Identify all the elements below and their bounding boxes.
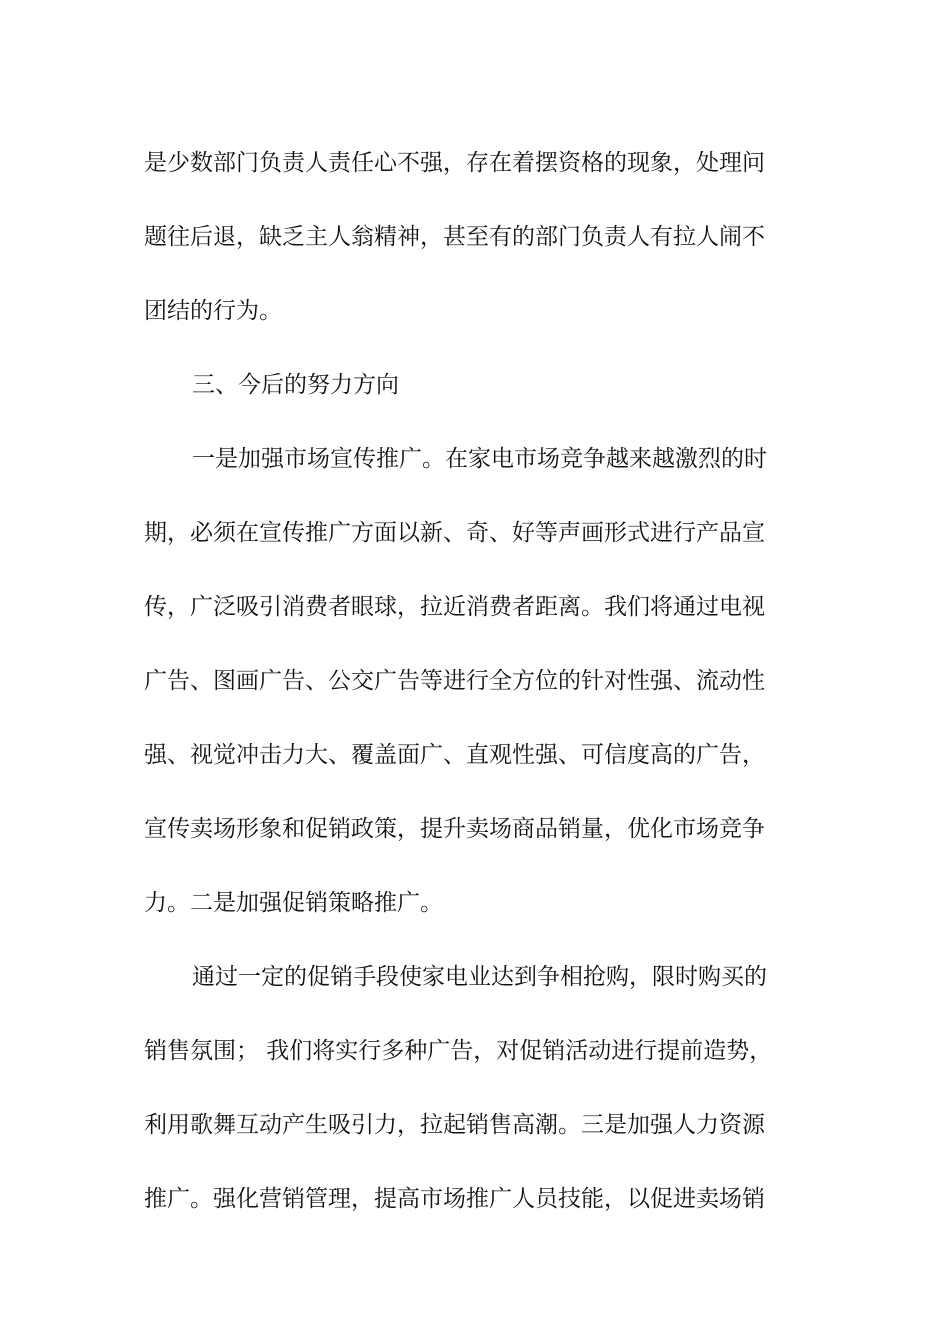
text-line: 团结的行为。 (144, 298, 282, 324)
text-line: 题往后退，缺乏主人翁精神，甚至有的部门负责人有拉人闹不 (144, 224, 765, 250)
paragraph-start-line: 一是加强市场宣传推广。在家电市场竞争越来越激烈的时 (192, 446, 767, 472)
text-line: 力。二是加强促销策略推广。 (144, 890, 443, 916)
text-line: 传，广泛吸引消费者眼球，拉近消费者距离。我们将通过电视 (144, 594, 765, 620)
section-heading: 三、今后的努力方向 (192, 372, 399, 398)
text-line: 期，必须在宣传推广方面以新、奇、好等声画形式进行产品宣 (144, 520, 765, 546)
text-line: 广告、图画广告、公交广告等进行全方位的针对性强、流动性 (144, 668, 765, 694)
text-line: 是少数部门负责人责任心不强，存在着摆资格的现象，处理问 (144, 150, 765, 176)
text-line: 销售氛围； 我们将实行多种广告，对促销活动进行提前造势， (144, 1038, 773, 1064)
paragraph-start-line: 通过一定的促销手段使家电业达到争相抢购，限时购买的 (192, 964, 767, 990)
text-line: 强、视觉冲击力大、覆盖面广、直观性强、可信度高的广告， (144, 742, 765, 768)
body-text (144, 126, 808, 1236)
text-line: 宣传卖场形象和促销政策，提升卖场商品销量，优化市场竞争 (144, 816, 765, 842)
text-line: 推广。强化营销管理，提高市场推广人员技能，以促进卖场销 (144, 1186, 765, 1212)
text-line: 利用歌舞互动产生吸引力，拉起销售高潮。三是加强人力资源 (144, 1112, 765, 1138)
